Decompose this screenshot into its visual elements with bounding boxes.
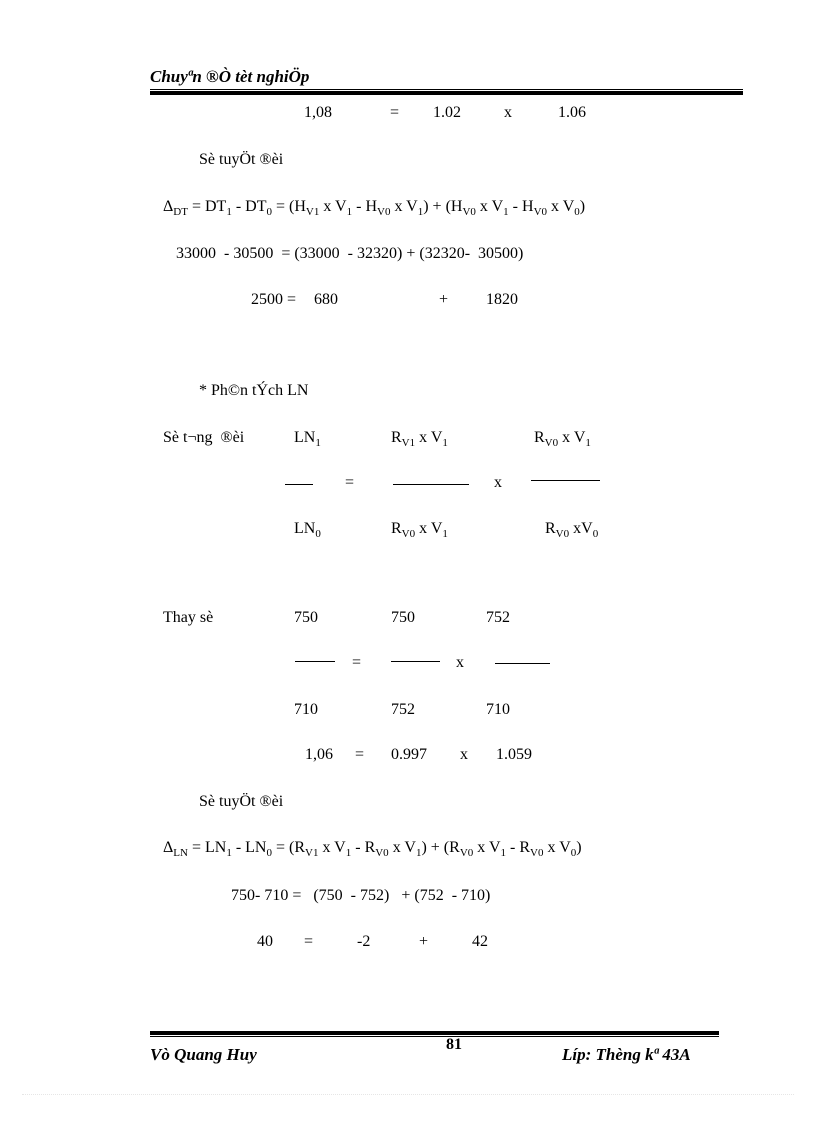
dt-result-b: 1820 xyxy=(486,291,518,308)
dt-result-operator: + xyxy=(439,291,449,308)
fraction-bar-5 xyxy=(391,661,440,662)
substitute-den-2: 752 xyxy=(391,701,415,718)
dt-substitution-line: 33000 - 30500 = (33000 - 32320) + (32320- 30500) xyxy=(176,245,524,262)
delta-dt-formula: $\Delta_{DT} = DT_1 - DT_0 = (H_{V1}$ x $V_1 - H_{V0}$ x $V_1) + (H_{V0}$ x $V_1 - H_{V0}$ x $V_0$) xyxy=(163,198,586,218)
eq2-equals: = xyxy=(355,746,365,763)
eq1-value-a: 1.02 xyxy=(433,104,461,121)
page-number: 81 xyxy=(446,1036,462,1053)
substitute-operator: x xyxy=(456,654,464,671)
ln-result-operator: + xyxy=(419,933,429,950)
section-heading-ln: * Ph©n tÝch LN xyxy=(199,382,309,399)
relative-num-3: $R_{V0}$ x $V_1$ xyxy=(534,429,591,449)
dt-result-lhs: 2500 = xyxy=(251,291,297,308)
fraction-bar-4 xyxy=(295,661,335,662)
relative-den-3: $R_{V0}$ $xV_0$ xyxy=(545,520,599,540)
relative-label: Sè t¬ng ®èi xyxy=(163,429,245,446)
header-rule-thick xyxy=(150,91,743,95)
eq1-value-b: 1.06 xyxy=(558,104,586,121)
eq1-equals: = xyxy=(390,104,400,121)
footer-rule-thin xyxy=(150,1036,719,1037)
eq2-operator: x xyxy=(460,746,468,763)
header-rule-thin xyxy=(150,89,743,90)
fraction-bar-6 xyxy=(495,663,550,664)
relative-equals: = xyxy=(345,474,355,491)
delta-dt-symbol: Δ xyxy=(163,198,174,215)
substitute-num-1: 750 xyxy=(294,609,318,626)
fraction-bar-1 xyxy=(285,484,313,485)
absolute-label-1: Sè tuyÖt ®èi xyxy=(199,151,284,168)
footer-author: Vò Quang Huy xyxy=(150,1045,257,1064)
substitute-label: Thay sè xyxy=(163,609,214,626)
footer-rule-thick xyxy=(150,1031,719,1035)
eq2-value-b: 1.059 xyxy=(496,746,532,763)
relative-den-2: $R_{V0}$ x $V_1$ xyxy=(391,520,448,540)
relative-num-2: $R_{V1}$ x $V_1$ xyxy=(391,429,448,449)
ln-result-b: 42 xyxy=(472,933,488,950)
absolute-label-2: Sè tuyÖt ®èi xyxy=(199,793,284,810)
relative-num-1: $LN_1$ xyxy=(294,429,321,449)
eq1-lhs: 1,08 xyxy=(304,104,332,121)
substitute-num-3: 752 xyxy=(486,609,510,626)
relative-operator: x xyxy=(494,474,502,491)
delta-ln-symbol: Δ xyxy=(163,839,174,856)
substitute-den-3: 710 xyxy=(486,701,510,718)
delta-ln-formula: $\Delta_{LN} = LN_1 - LN_0 = (R_{V1}$ x $V_1 - R_{V0}$ x $V_1) + (R_{V0}$ x $V_1 - R_{V0}$ x $V_0$) xyxy=(163,839,582,859)
page-bottom-dotted-line xyxy=(22,1094,794,1095)
footer-class: Líp: Thèng kª 43A xyxy=(562,1045,691,1064)
ln-result-a: -2 xyxy=(357,933,371,950)
header-title: Chuyªn ®Ò tèt nghiÖp xyxy=(150,67,310,86)
eq1-operator: x xyxy=(504,104,512,121)
fraction-bar-3 xyxy=(531,480,600,481)
substitute-den-1: 710 xyxy=(294,701,318,718)
ln-substitution-line: 750- 710 = (750 - 752) + (752 - 710) xyxy=(231,887,491,904)
relative-den-1: $LN_0$ xyxy=(294,520,321,540)
ln-result-lhs: 40 xyxy=(257,933,273,950)
eq2-lhs: 1,06 xyxy=(305,746,333,763)
fraction-bar-2 xyxy=(393,484,469,485)
substitute-equals: = xyxy=(352,654,362,671)
ln-result-equals: = xyxy=(304,933,314,950)
eq2-value-a: 0.997 xyxy=(391,746,427,763)
dt-result-a: 680 xyxy=(314,291,338,308)
substitute-num-2: 750 xyxy=(391,609,415,626)
